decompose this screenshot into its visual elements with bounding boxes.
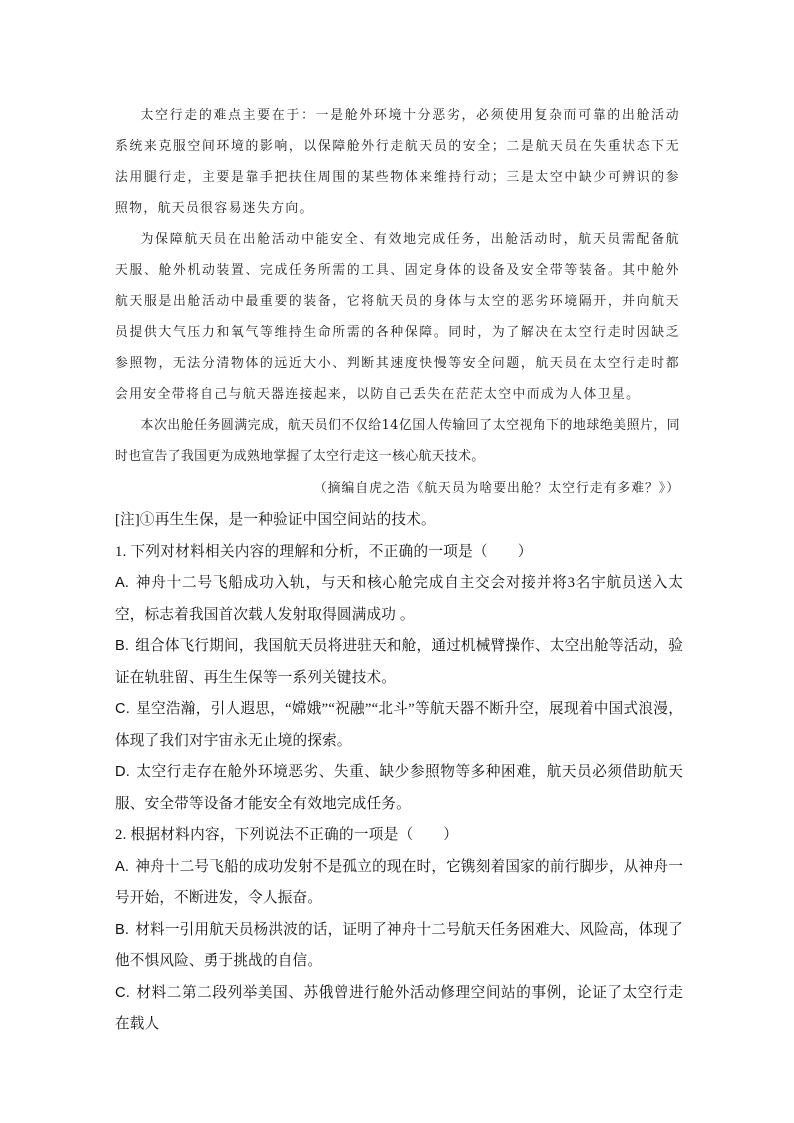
option-label: C. [115, 701, 130, 717]
answer-option [115, 915, 683, 978]
option-label: D. [115, 764, 130, 780]
option-text: 太空行走存在舱外环境恶劣、失重、缺少参照物等多种困难，航天员必须借助航天服、安全带等设备才能安全有效地完成任务。 [115, 764, 683, 812]
option-text: 神舟十二号飞船成功入轨，与天和核心舱完成自主交会对接并将3名宇航员送入太空，标志着我国首次载人发射取得圆满成功 。 [115, 575, 683, 623]
option-label: B. [115, 638, 130, 654]
question-section [115, 505, 683, 1041]
passage-source: （摘编自虎之浩《航天员为啥要出舱？太空行走有多难？》） [313, 481, 680, 496]
option-label: A. [115, 575, 130, 591]
option-text: 星空浩瀚，引人遐思，“嫦娥”“祝融”“北斗”等航天器不断升空，展现着中国式浪漫，体现了我们对宇宙永无止境的探索。 [115, 701, 683, 749]
option-label: C. [115, 984, 130, 1001]
option-text: 材料一引用航天员杨洪波的话，证明了神舟十二号航天任务困难大、风险高，体现了他不惧风险、勇于挑战的自信。 [115, 921, 683, 969]
option-label: B. [115, 921, 130, 938]
option-text: 组合体飞行期间，我国航天员将进驻天和舱，通过机械臂操作、太空出舱等活动，验证在轨驻留、再生生保等一系列关键技术。 [115, 638, 683, 686]
answer-option [115, 852, 683, 915]
question-stem: 2. 根据材料内容，下列说法不正确的一项是（ ） [115, 827, 459, 843]
footnote: [注]①再生生保，是一种验证中国空间站的技术。 [115, 512, 436, 528]
option-label: A. [115, 858, 130, 875]
answer-option [115, 757, 683, 820]
passage-paragraph: 太空行走的难点主要在于：一是舱外环境十分恶劣，必须使用复杂而可靠的出舱活动系统来克服空间环境的影响，以保障舱外行走航天员的安全；二是航天员在失重状态下无法用腿行走，主要是靠手把扶住周围的某些物体来维持行动；三是太空中缺少可辨识的参照物，航天员很容易迷失方向。 [115, 108, 680, 216]
answer-option [115, 568, 683, 631]
passage-paragraph: 本次出舱任务圆满完成，航天员们不仅给14亿国人传输回了太空视角下的地球绝美照片，同时也宣告了我国更为成熟地掌握了太空行走这一核心航天技术。 [115, 418, 680, 464]
option-text: 材料二第二段列举美国、苏俄曾进行舱外活动修理空间站的事例，论证了太空行走在载人 [115, 984, 683, 1032]
reading-passage [115, 100, 680, 504]
answer-option [115, 631, 683, 694]
answer-option [115, 978, 683, 1041]
passage-paragraph: 为保障航天员在出舱活动中能安全、有效地完成任务，出舱活动时，航天员需配备航天服、舱外机动装置、完成任务所需的工具、固定身体的设备及安全带等装备。其中舱外航天服是出舱活动中最重要的装备，它将航天员的身体与太空的恶劣环境隔开，并向航天员提供大气压力和氧气等维持生命所需的各种保障。同时，为了解决在太空行走时因缺乏参照物，无法分清物体的远近大小、判断其速度快慢等安全问题，航天员在太空行走时都会用安全带将自己与航天器连接起来，以防自己丢失在茫茫太空中而成为人体卫星。 [115, 232, 680, 402]
question-stem: 1. 下列对材料相关内容的理解和分析，不正确的一项是（ ） [115, 543, 533, 560]
option-text: 神舟十二号飞船的成功发射不是孤立的现在时，它镌刻着国家的前行脚步，从神舟一号开始，不断进发，令人振奋。 [115, 858, 683, 906]
answer-option [115, 694, 683, 757]
